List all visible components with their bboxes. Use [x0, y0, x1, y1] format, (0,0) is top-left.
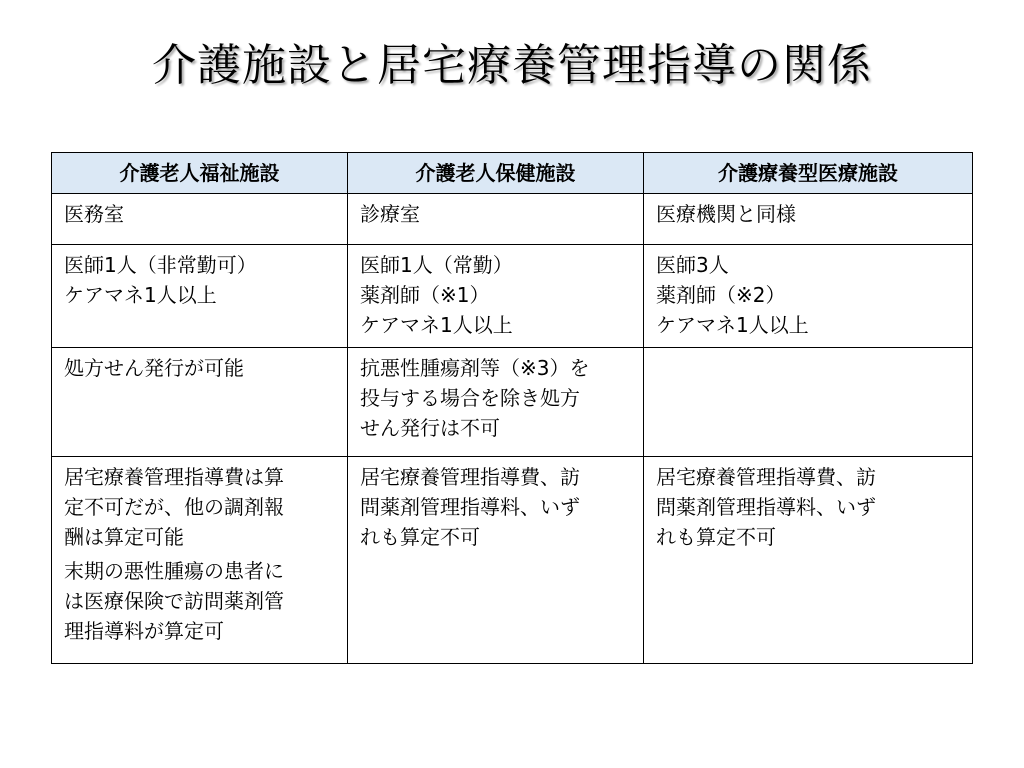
cell-text: 問薬剤管理指導料、いず — [656, 495, 876, 519]
table-cell — [52, 348, 348, 457]
facility-comparison-table — [51, 152, 973, 664]
table-cell-empty — [644, 348, 973, 457]
cell-text: 酬は算定可能 — [64, 525, 184, 549]
table-cell — [348, 245, 644, 348]
table-cell — [348, 457, 644, 664]
cell-text: 定不可だが、他の調剤報 — [64, 495, 284, 519]
cell-text: 投与する場合を除き処方 — [360, 386, 580, 410]
table-cell — [348, 348, 644, 457]
cell-text: 問薬剤管理指導料、いず — [360, 495, 580, 519]
table-cell — [644, 194, 973, 245]
cell-text: 薬剤師（※1） — [360, 283, 490, 307]
cell-text: 理指導料が算定可 — [64, 619, 224, 643]
cell-text: 抗悪性腫瘍剤等（※3）を — [360, 356, 590, 380]
cell-text: 医務室 — [64, 202, 124, 226]
cell-text: 医師3人 — [656, 253, 729, 277]
table-row-room — [52, 194, 973, 245]
table-cell — [52, 194, 348, 245]
cell-text: れも算定不可 — [656, 525, 776, 549]
cell-text: れも算定不可 — [360, 525, 480, 549]
page-title: 介護施設と居宅療養管理指導の関係 — [152, 40, 872, 91]
cell-text: 居宅療養管理指導費、訪 — [360, 465, 580, 489]
cell-text: 診療室 — [360, 202, 420, 226]
cell-text: 居宅療養管理指導費、訪 — [656, 465, 876, 489]
cell-text: ケアマネ1人以上 — [656, 313, 809, 337]
cell-text: は医療保険で訪問薬剤管 — [64, 589, 284, 613]
cell-text: 居宅療養管理指導費は算 — [64, 465, 284, 489]
table-cell — [644, 457, 973, 664]
table-cell — [348, 194, 644, 245]
table-cell — [52, 245, 348, 348]
cell-text: ケアマネ1人以上 — [64, 283, 217, 307]
cell-text: 医療機関と同様 — [656, 202, 796, 226]
column-header-medical-care-facility: 介護療養型医療施設 — [644, 153, 973, 194]
table-cell — [52, 457, 348, 664]
table-cell — [644, 245, 973, 348]
cell-text: 医師1人（常勤） — [360, 253, 513, 277]
table-row-prescription — [52, 348, 973, 457]
cell-text: 薬剤師（※2） — [656, 283, 786, 307]
cell-text: せん発行は不可 — [360, 416, 500, 440]
cell-text: ケアマネ1人以上 — [360, 313, 513, 337]
column-header-welfare-facility: 介護老人福祉施設 — [52, 153, 348, 194]
column-header-health-facility: 介護老人保健施設 — [348, 153, 644, 194]
table-header-row — [52, 153, 973, 194]
cell-text: 医師1人（非常勤可） — [64, 253, 257, 277]
cell-text: 末期の悪性腫瘍の患者に — [64, 559, 284, 583]
cell-text: 処方せん発行が可能 — [64, 356, 244, 380]
table-row-staff — [52, 245, 973, 348]
table-row-fees — [52, 457, 973, 664]
